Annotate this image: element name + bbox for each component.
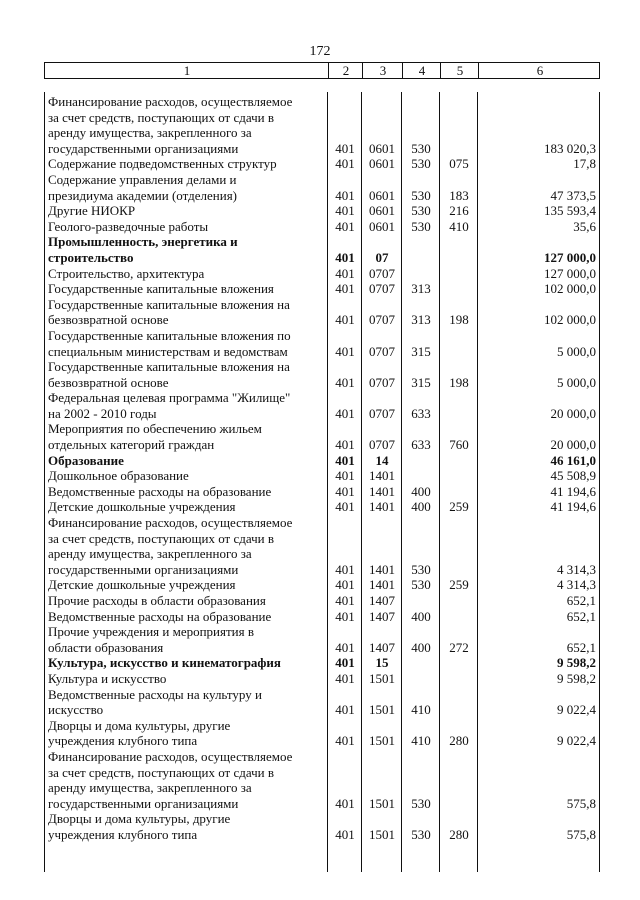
table-row xyxy=(44,94,600,156)
table-row xyxy=(44,328,600,359)
cell-c4: 530 xyxy=(411,826,431,842)
cell-c4: 530 xyxy=(411,577,431,593)
cell-c5: 272 xyxy=(449,639,469,655)
cell-c2: 401 xyxy=(335,374,355,390)
cell-c3: 0707 xyxy=(369,265,395,281)
cell-c2: 401 xyxy=(335,218,355,234)
cell-c6: 35,6 xyxy=(573,218,596,234)
cell-c4: 400 xyxy=(411,639,431,655)
row-description xyxy=(44,811,328,842)
row-description xyxy=(44,749,328,811)
description-line: за счет средств, поступающих от сдачи в xyxy=(48,764,274,780)
cell-c4: 400 xyxy=(411,499,431,515)
row-description xyxy=(44,499,328,515)
cell-c6: 183 020,3 xyxy=(544,140,596,156)
cell-c6: 127 000,0 xyxy=(544,265,596,281)
cell-c3: 14 xyxy=(375,452,389,468)
cell-c4: 410 xyxy=(411,733,431,749)
header-divider xyxy=(478,63,479,78)
header-divider xyxy=(440,63,441,78)
cell-c3: 0707 xyxy=(369,343,395,359)
cell-c6: 652,1 xyxy=(566,593,596,608)
cell-c4: 530 xyxy=(411,203,431,219)
row-description xyxy=(44,624,328,655)
row-description xyxy=(44,421,328,452)
cell-c3: 1501 xyxy=(369,795,395,811)
description-line: безвозвратной основе xyxy=(48,374,169,390)
row-description xyxy=(44,359,328,390)
row-description xyxy=(44,718,328,749)
description-line: Дворцы и дома культуры, другие xyxy=(48,811,231,827)
cell-c2: 401 xyxy=(335,203,355,219)
cell-c3: 0707 xyxy=(369,405,395,421)
row-description xyxy=(44,172,328,203)
row-description xyxy=(44,219,328,235)
cell-c2: 401 xyxy=(335,312,355,328)
cell-c4: 400 xyxy=(411,608,431,624)
row-description xyxy=(44,484,328,500)
description-line: строительство xyxy=(48,249,134,265)
row-description xyxy=(44,156,328,172)
table-row xyxy=(44,203,600,219)
cell-c2: 401 xyxy=(335,483,355,499)
cell-c6: 20 000,0 xyxy=(550,437,596,453)
row-description xyxy=(44,671,328,687)
description-line: Государственные капитальные вложения xyxy=(48,281,274,297)
table-row xyxy=(44,515,600,577)
cell-c3: 0601 xyxy=(369,156,395,172)
page-number: 172 xyxy=(309,44,331,59)
row-description xyxy=(44,328,328,359)
cell-c6: 5 000,0 xyxy=(557,343,596,359)
cell-c3: 0707 xyxy=(369,437,395,453)
cell-c3: 0601 xyxy=(369,187,395,203)
description-line: Мероприятия по обеспечению жильем xyxy=(48,421,262,437)
cell-c2: 401 xyxy=(335,140,355,156)
description-line: аренду имущества, закрепленного за xyxy=(48,546,252,562)
description-line: Культура, искусство и кинематография xyxy=(48,655,281,671)
row-description xyxy=(44,609,328,625)
header-divider xyxy=(362,63,363,78)
cell-c3: 1501 xyxy=(369,702,395,718)
cell-c3: 0707 xyxy=(369,312,395,328)
cell-c3: 1407 xyxy=(369,593,395,608)
cell-c6: 9 022,4 xyxy=(557,733,596,749)
table-row xyxy=(44,421,600,452)
cell-c3: 1407 xyxy=(369,608,395,624)
cell-c3: 0707 xyxy=(369,374,395,390)
cell-c6: 4 314,3 xyxy=(557,561,596,577)
cell-c4: 410 xyxy=(411,702,431,718)
cell-c2: 401 xyxy=(335,639,355,655)
cell-c5: 280 xyxy=(449,826,469,842)
cell-c3: 0601 xyxy=(369,203,395,219)
cell-c2: 401 xyxy=(335,156,355,172)
description-line: Федеральная целевая программа "Жилище" xyxy=(48,390,291,406)
table-row xyxy=(44,219,600,235)
description-line: Содержание подведомственных структур xyxy=(48,156,277,172)
header-col-4: 4 xyxy=(418,63,426,78)
cell-c4: 313 xyxy=(411,312,431,328)
description-line: учреждения клубного типа xyxy=(48,733,198,749)
description-line: государственными организациями xyxy=(48,795,239,811)
description-line: Содержание управления делами и xyxy=(48,171,237,187)
cell-c2: 401 xyxy=(335,499,355,515)
description-line: Детские дошкольные учреждения xyxy=(48,499,236,515)
table-row xyxy=(44,172,600,203)
table-row xyxy=(44,671,600,687)
description-line: Детские дошкольные учреждения xyxy=(48,577,236,593)
table-row xyxy=(44,390,600,421)
cell-c5: 198 xyxy=(449,312,469,328)
table-row xyxy=(44,687,600,718)
description-line: специальным министерствам и ведомствам xyxy=(48,343,288,359)
cell-c4: 530 xyxy=(411,156,431,172)
header-col-5: 5 xyxy=(456,63,464,78)
cell-c2: 401 xyxy=(335,405,355,421)
cell-c6: 5 000,0 xyxy=(557,374,596,390)
description-line: безвозвратной основе xyxy=(48,312,169,328)
table-row xyxy=(44,281,600,297)
cell-c3: 1401 xyxy=(369,499,395,515)
row-description xyxy=(44,203,328,219)
table-header-row xyxy=(44,62,600,79)
cell-c6: 652,1 xyxy=(566,639,596,655)
cell-c2: 401 xyxy=(335,593,355,608)
cell-c6: 652,1 xyxy=(566,608,596,624)
description-line: Государственные капитальные вложения на xyxy=(48,296,290,312)
cell-c2: 401 xyxy=(335,577,355,593)
row-description xyxy=(44,687,328,718)
description-line: Другие НИОКР xyxy=(48,203,136,219)
description-line: Культура и искусство xyxy=(48,670,167,686)
description-line: Дошкольное образование xyxy=(48,468,189,484)
cell-c4: 313 xyxy=(411,281,431,297)
description-line: Государственные капитальные вложения на xyxy=(48,359,290,375)
cell-c2: 401 xyxy=(335,733,355,749)
cell-c6: 41 194,6 xyxy=(550,499,596,515)
table-row xyxy=(44,624,600,655)
cell-c6: 127 000,0 xyxy=(544,249,596,265)
cell-c6: 9 598,2 xyxy=(557,655,596,671)
table-row xyxy=(44,266,600,282)
description-line: президиума академии (отделения) xyxy=(48,187,238,203)
table-row xyxy=(44,655,600,671)
cell-c3: 0601 xyxy=(369,140,395,156)
description-line: учреждения клубного типа xyxy=(48,826,198,842)
table-body xyxy=(44,94,600,843)
cell-c3: 1401 xyxy=(369,468,395,484)
cell-c2: 401 xyxy=(335,187,355,203)
cell-c4: 530 xyxy=(411,140,431,156)
cell-c2: 401 xyxy=(335,281,355,297)
table-row xyxy=(44,297,600,328)
cell-c5: 198 xyxy=(449,374,469,390)
header-col-2: 2 xyxy=(342,63,350,78)
cell-c6: 17,8 xyxy=(573,156,596,172)
description-line: Прочие расходы в области образования xyxy=(48,593,266,608)
description-line: Ведомственные расходы на культуру и xyxy=(48,686,262,702)
table-row xyxy=(44,577,600,593)
row-description xyxy=(44,234,328,265)
description-line: аренду имущества, закрепленного за xyxy=(48,125,252,141)
table-row xyxy=(44,468,600,484)
table-row xyxy=(44,593,600,609)
row-description xyxy=(44,655,328,671)
header-col-3: 3 xyxy=(379,63,387,78)
cell-c3: 15 xyxy=(375,655,389,671)
cell-c4: 530 xyxy=(411,795,431,811)
description-line: за счет средств, поступающих от сдачи в xyxy=(48,530,274,546)
cell-c6: 46 161,0 xyxy=(550,452,596,468)
description-line: Ведомственные расходы на образование xyxy=(48,608,272,624)
cell-c2: 401 xyxy=(335,608,355,624)
row-description xyxy=(44,281,328,297)
cell-c4: 400 xyxy=(411,483,431,499)
cell-c5: 216 xyxy=(449,203,469,219)
description-line: Геолого-разведочные работы xyxy=(48,218,209,234)
cell-c2: 401 xyxy=(335,826,355,842)
cell-c2: 401 xyxy=(335,655,355,671)
cell-c6: 9 598,2 xyxy=(557,670,596,686)
cell-c3: 1501 xyxy=(369,733,395,749)
cell-c6: 102 000,0 xyxy=(544,312,596,328)
cell-c6: 47 373,5 xyxy=(550,187,596,203)
description-line: Строительство, архитектура xyxy=(48,265,205,281)
cell-c5: 280 xyxy=(449,733,469,749)
cell-c2: 401 xyxy=(335,249,355,265)
description-line: искусство xyxy=(48,702,104,718)
description-line: Промышленность, энергетика и xyxy=(48,234,238,250)
cell-c2: 401 xyxy=(335,343,355,359)
description-line: Образование xyxy=(48,452,124,468)
cell-c2: 401 xyxy=(335,670,355,686)
cell-c2: 401 xyxy=(335,265,355,281)
cell-c2: 401 xyxy=(335,437,355,453)
cell-c4: 530 xyxy=(411,561,431,577)
cell-c2: 401 xyxy=(335,702,355,718)
header-col-1: 1 xyxy=(183,63,191,78)
table-row xyxy=(44,484,600,500)
cell-c6: 9 022,4 xyxy=(557,702,596,718)
cell-c2: 401 xyxy=(335,561,355,577)
cell-c6: 135 593,4 xyxy=(544,203,596,219)
cell-c3: 1401 xyxy=(369,577,395,593)
cell-c5: 075 xyxy=(449,156,469,172)
cell-c5: 259 xyxy=(449,577,469,593)
cell-c4: 530 xyxy=(411,218,431,234)
cell-c3: 0601 xyxy=(369,218,395,234)
cell-c2: 401 xyxy=(335,468,355,484)
description-line: Государственные капитальные вложения по xyxy=(48,327,291,343)
cell-c3: 1407 xyxy=(369,639,395,655)
description-line: Дворцы и дома культуры, другие xyxy=(48,717,231,733)
description-line: аренду имущества, закрепленного за xyxy=(48,780,252,796)
row-description xyxy=(44,94,328,156)
row-description xyxy=(44,297,328,328)
cell-c6: 575,8 xyxy=(566,826,596,842)
cell-c3: 0707 xyxy=(369,281,395,297)
cell-c5: 183 xyxy=(449,187,469,203)
row-description xyxy=(44,468,328,484)
cell-c3: 1501 xyxy=(369,826,395,842)
cell-c6: 45 508,9 xyxy=(550,468,596,484)
description-line: Ведомственные расходы на образование xyxy=(48,483,272,499)
cell-c5: 760 xyxy=(449,437,469,453)
cell-c5: 410 xyxy=(449,218,469,234)
cell-c2: 401 xyxy=(335,452,355,468)
row-description xyxy=(44,266,328,282)
cell-c6: 102 000,0 xyxy=(544,281,596,297)
header-divider xyxy=(328,63,329,78)
table-row xyxy=(44,749,600,811)
description-line: на 2002 - 2010 годы xyxy=(48,405,157,421)
cell-c6: 575,8 xyxy=(566,795,596,811)
row-description xyxy=(44,453,328,469)
description-line: государственными организациями xyxy=(48,561,239,577)
row-description xyxy=(44,593,328,609)
description-line: за счет средств, поступающих от сдачи в xyxy=(48,109,274,125)
cell-c3: 1401 xyxy=(369,483,395,499)
cell-c3: 1501 xyxy=(369,670,395,686)
cell-c6: 20 000,0 xyxy=(550,405,596,421)
cell-c6: 41 194,6 xyxy=(550,483,596,499)
cell-c4: 315 xyxy=(411,343,431,359)
cell-c2: 401 xyxy=(335,795,355,811)
table-row xyxy=(44,359,600,390)
cell-c4: 633 xyxy=(411,405,431,421)
table-row xyxy=(44,234,600,265)
cell-c4: 633 xyxy=(411,437,431,453)
description-line: Финансирование расходов, осуществляемое xyxy=(48,515,293,531)
table-row xyxy=(44,811,600,842)
budget-table xyxy=(44,62,600,872)
row-description xyxy=(44,515,328,577)
description-line: государственными организациями xyxy=(48,140,239,156)
cell-c4: 530 xyxy=(411,187,431,203)
table-row xyxy=(44,499,600,515)
row-description xyxy=(44,390,328,421)
cell-c5: 259 xyxy=(449,499,469,515)
description-line: Финансирование расходов, осуществляемое xyxy=(48,94,293,109)
table-row xyxy=(44,609,600,625)
cell-c6: 4 314,3 xyxy=(557,577,596,593)
cell-c3: 1401 xyxy=(369,561,395,577)
description-line: отдельных категорий граждан xyxy=(48,437,215,453)
header-divider xyxy=(402,63,403,78)
cell-c4: 315 xyxy=(411,374,431,390)
table-row xyxy=(44,156,600,172)
table-row xyxy=(44,718,600,749)
header-col-6: 6 xyxy=(536,63,544,78)
table-row xyxy=(44,453,600,469)
description-line: Финансирование расходов, осуществляемое xyxy=(48,748,293,764)
row-description xyxy=(44,577,328,593)
cell-c3: 07 xyxy=(375,249,389,265)
description-line: Прочие учреждения и мероприятия в xyxy=(48,624,254,640)
description-line: области образования xyxy=(48,639,164,655)
